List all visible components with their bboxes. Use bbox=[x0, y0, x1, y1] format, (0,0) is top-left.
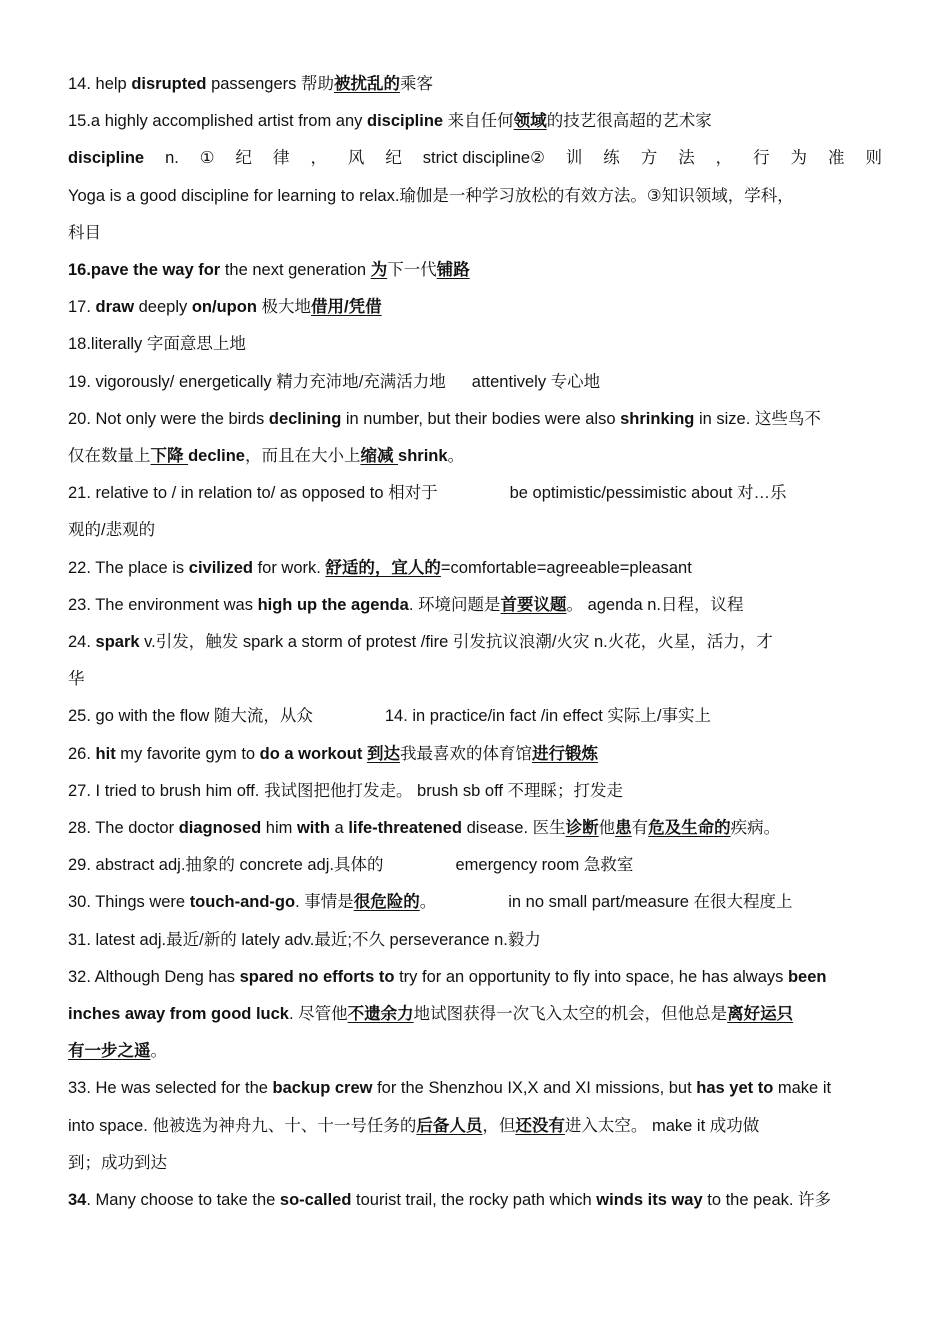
text-segment: 则 bbox=[865, 149, 882, 168]
text-segment: 17. bbox=[68, 298, 96, 317]
text-segment: 为 bbox=[370, 261, 388, 280]
text-segment: 有一步之遥 bbox=[68, 1042, 151, 1061]
line-l34 bbox=[68, 1182, 882, 1219]
line-l19 bbox=[68, 364, 882, 401]
text-segment: 危及生命的 bbox=[648, 819, 731, 838]
text-segment: 下降 bbox=[150, 447, 189, 466]
line-l33b bbox=[68, 1108, 882, 1145]
line-l30 bbox=[68, 884, 882, 921]
text-segment: 30. Things were bbox=[68, 893, 190, 912]
text-segment: 进行锻炼 bbox=[531, 744, 598, 763]
text-segment: 很危险的 bbox=[353, 893, 420, 912]
line-l32b bbox=[68, 996, 882, 1033]
line-l20 bbox=[68, 401, 882, 438]
text-segment: on/upon bbox=[191, 298, 257, 317]
text-segment: ① bbox=[199, 149, 215, 168]
text-segment: 地试图获得一次飞入太空的机会，但他总是 bbox=[413, 1005, 728, 1024]
text-segment: been bbox=[787, 967, 827, 986]
text-segment: 26. bbox=[68, 744, 96, 763]
line-l32 bbox=[68, 959, 882, 996]
text-segment: 疾病。 bbox=[730, 819, 781, 838]
text-segment: inches away from good luck bbox=[68, 1005, 289, 1024]
text-segment: a bbox=[329, 819, 349, 838]
text-segment: 22. The place is bbox=[68, 558, 189, 577]
text-segment: 舒适的，宜人的 bbox=[325, 558, 441, 577]
text-segment: 他 bbox=[598, 819, 616, 838]
text-segment: for work. bbox=[252, 558, 326, 577]
text-segment: in no small part/measure 在很大程度上 bbox=[508, 893, 793, 912]
text-segment: high up the agenda bbox=[257, 595, 409, 614]
text-segment: 19. vigorously/ energetically 精力充沛地/充满活力地 bbox=[68, 372, 446, 391]
text-segment: diagnosed bbox=[178, 819, 262, 838]
text-segment: 29. abstract adj.抽象的 concrete adj.具体的 bbox=[68, 856, 384, 875]
text-segment: 领域 bbox=[513, 112, 547, 131]
text-segment: 首要议题 bbox=[500, 595, 567, 614]
text-segment: 借用/凭借 bbox=[311, 298, 382, 317]
line-l23 bbox=[68, 587, 882, 624]
text-segment: 31. latest adj.最近/新的 lately adv.最近;不久 perseverance n.毅力 bbox=[68, 930, 541, 949]
text-segment: 还没有 bbox=[515, 1116, 565, 1135]
line-l29 bbox=[68, 847, 882, 884]
text-segment: . Many choose to take the bbox=[86, 1191, 280, 1210]
line-l31 bbox=[68, 922, 882, 959]
text-segment: 律 bbox=[272, 149, 290, 168]
text-segment: shrinking bbox=[620, 409, 695, 428]
text-segment: 方 bbox=[640, 149, 658, 168]
line-l25 bbox=[68, 698, 882, 735]
line-l26 bbox=[68, 736, 882, 773]
text-segment: 不遗余力 bbox=[347, 1005, 414, 1024]
text-segment: 15.a highly accomplished artist from any bbox=[68, 112, 367, 131]
line-l15 bbox=[68, 103, 882, 140]
text-segment: discipline bbox=[366, 112, 444, 131]
text-segment: Yoga is a good discipline for learning to relax.瑜伽是一种学习放松的有效方法。③知识领域，学科， bbox=[68, 186, 794, 205]
line-l32c bbox=[68, 1033, 882, 1070]
line-l15c bbox=[68, 178, 882, 215]
text-segment: 行 bbox=[753, 149, 770, 168]
text-segment: my favorite gym to bbox=[115, 744, 260, 763]
text-segment: backup crew bbox=[272, 1079, 373, 1098]
text-segment: touch-and-go bbox=[189, 893, 296, 912]
document-page bbox=[68, 66, 882, 1219]
text-segment: passengers 帮助 bbox=[206, 75, 334, 93]
text-segment: declining bbox=[268, 409, 342, 428]
text-segment: into space. 他被选为神舟九、十、十一号任务的 bbox=[68, 1116, 417, 1135]
line-l21 bbox=[68, 475, 882, 512]
text-segment: 进入太空。 make it 成功做 bbox=[564, 1116, 760, 1135]
text-segment: tourist trail, the rocky path which bbox=[351, 1191, 597, 1210]
text-segment: disease. 医生 bbox=[462, 819, 566, 838]
text-segment: 。 bbox=[150, 1042, 167, 1061]
line-l22 bbox=[68, 550, 882, 587]
text-segment: 乘客 bbox=[399, 75, 433, 93]
text-segment: attentively 专心地 bbox=[471, 372, 601, 391]
text-segment: 我最喜欢的体育馆 bbox=[399, 744, 532, 763]
text-segment: v.引发，触发 spark a storm of protest /fire 引发抗议浪潮/火灾 n.火花，火星，活力，才 bbox=[139, 633, 773, 652]
text-segment: be optimistic/pessimistic about 对…乐 bbox=[509, 484, 787, 503]
text-segment: ，而且在大小上 bbox=[244, 447, 361, 466]
text-segment: 纪 bbox=[385, 149, 402, 168]
text-segment: deeply bbox=[134, 298, 192, 317]
text-segment: 。 agenda n.日程，议程 bbox=[566, 595, 744, 614]
text-segment: 诊断 bbox=[565, 819, 599, 838]
text-segment: emergency room 急救室 bbox=[455, 856, 634, 875]
text-segment: 23. The environment was bbox=[68, 595, 258, 614]
text-segment: in size. 这些鸟不 bbox=[694, 409, 821, 428]
text-segment: 法 bbox=[678, 149, 695, 168]
text-segment: has yet to bbox=[696, 1079, 774, 1098]
text-segment: n. bbox=[165, 149, 179, 168]
text-segment: 的技艺很高超的艺术家 bbox=[546, 112, 712, 131]
text-segment: life-threatened bbox=[348, 819, 463, 838]
text-segment: do a workout bbox=[259, 744, 363, 763]
line-l24b bbox=[68, 661, 882, 698]
text-segment: so-called bbox=[279, 1191, 352, 1210]
text-segment: 铺路 bbox=[436, 261, 470, 280]
text-segment: for the Shenzhou IX,X and XI missions, but bbox=[372, 1079, 697, 1098]
text-segment: ， bbox=[310, 149, 327, 168]
text-segment: 27. I tried to brush him off. 我试图把他打发走。 brush sb off 不理睬；打发走 bbox=[68, 781, 624, 800]
text-segment: 下一代 bbox=[387, 261, 437, 280]
text-segment: 25. go with the flow 随大流，从众 bbox=[68, 707, 313, 726]
line-l21b bbox=[68, 512, 882, 549]
text-segment: 后备人员 bbox=[416, 1116, 483, 1135]
line-l18 bbox=[68, 326, 882, 363]
text-segment: 16.pave the way for bbox=[68, 261, 221, 280]
text-segment: 准 bbox=[828, 149, 845, 168]
text-segment: 离好运只 bbox=[727, 1005, 794, 1024]
text-segment: 有 bbox=[631, 819, 649, 838]
text-segment: 观的/悲观的 bbox=[68, 521, 156, 540]
line-l15d bbox=[68, 215, 882, 252]
line-l15b bbox=[68, 140, 882, 177]
text-segment: ， bbox=[715, 149, 733, 168]
text-segment: 。 bbox=[447, 447, 465, 466]
text-segment: 33. He was selected for the bbox=[68, 1079, 273, 1098]
text-segment: make it bbox=[773, 1079, 832, 1098]
text-segment: disrupted bbox=[131, 75, 207, 93]
line-l16 bbox=[68, 252, 882, 289]
text-segment: . 环境问题是 bbox=[408, 595, 501, 614]
text-segment: 科目 bbox=[68, 223, 101, 242]
line-l28 bbox=[68, 810, 882, 847]
text-segment: 34 bbox=[68, 1191, 87, 1210]
text-segment: 被扰乱的 bbox=[333, 75, 400, 93]
text-segment: 到达 bbox=[366, 744, 400, 763]
text-segment: try for an opportunity to fly into space, he has always bbox=[394, 967, 788, 986]
text-segment: in number, but their bodies were also bbox=[341, 409, 621, 428]
text-segment: 为 bbox=[790, 149, 808, 168]
text-segment: 来自任何 bbox=[443, 112, 514, 131]
text-segment: shrink bbox=[398, 447, 448, 466]
text-segment: 风 bbox=[347, 149, 365, 168]
text-segment: 练 bbox=[603, 149, 620, 168]
text-segment: 28. The doctor bbox=[68, 819, 179, 838]
text-segment: strict discipline② bbox=[422, 149, 545, 168]
text-segment: 纪 bbox=[235, 149, 253, 168]
text-segment: decline bbox=[188, 447, 245, 466]
text-segment: 14. in practice/in fact /in effect 实际上/事实上 bbox=[384, 707, 711, 726]
text-segment: . 事情是 bbox=[295, 893, 354, 912]
text-segment: =comfortable=agreeable=pleasant bbox=[440, 558, 692, 577]
text-segment: 仅在数量上 bbox=[68, 447, 151, 466]
text-segment: 18.literally 字面意思上地 bbox=[68, 335, 246, 354]
text-segment: 20. Not only were the birds bbox=[68, 409, 269, 428]
text-segment: with bbox=[296, 819, 330, 838]
line-l24 bbox=[68, 624, 882, 661]
text-segment: 到；成功到达 bbox=[68, 1153, 167, 1172]
line-l33c bbox=[68, 1145, 882, 1182]
text-segment: 患 bbox=[615, 819, 632, 838]
text-segment: to the peak. 许多 bbox=[702, 1191, 832, 1210]
text-segment: 缩减 bbox=[360, 447, 399, 466]
text-segment: him bbox=[261, 819, 297, 838]
text-segment: ，但 bbox=[482, 1116, 516, 1135]
text-segment: 24. bbox=[68, 633, 96, 652]
text-segment: 华 bbox=[68, 670, 85, 689]
text-segment: spared no efforts to bbox=[239, 967, 395, 986]
text-segment: 32. Although Deng has bbox=[68, 967, 240, 986]
line-l33 bbox=[68, 1070, 882, 1107]
text-segment: . 尽管他 bbox=[288, 1005, 348, 1024]
text-segment: hit bbox=[95, 744, 116, 763]
text-segment: winds its way bbox=[596, 1191, 703, 1210]
text-segment: civilized bbox=[188, 558, 253, 577]
line-l14 bbox=[68, 66, 882, 103]
text-segment: draw bbox=[95, 298, 135, 317]
text-segment: 21. relative to / in relation to/ as opposed to 相对于 bbox=[68, 484, 438, 503]
text-segment: 14. help bbox=[68, 75, 132, 93]
text-segment: the next generation bbox=[220, 261, 371, 280]
line-l27 bbox=[68, 773, 882, 810]
text-segment: 训 bbox=[565, 149, 583, 168]
text-segment: 。 bbox=[419, 893, 437, 912]
text-segment: 极大地 bbox=[256, 298, 311, 317]
text-segment: discipline bbox=[68, 149, 145, 168]
line-l20b bbox=[68, 438, 882, 475]
line-l17 bbox=[68, 289, 882, 326]
text-segment: spark bbox=[95, 633, 140, 652]
